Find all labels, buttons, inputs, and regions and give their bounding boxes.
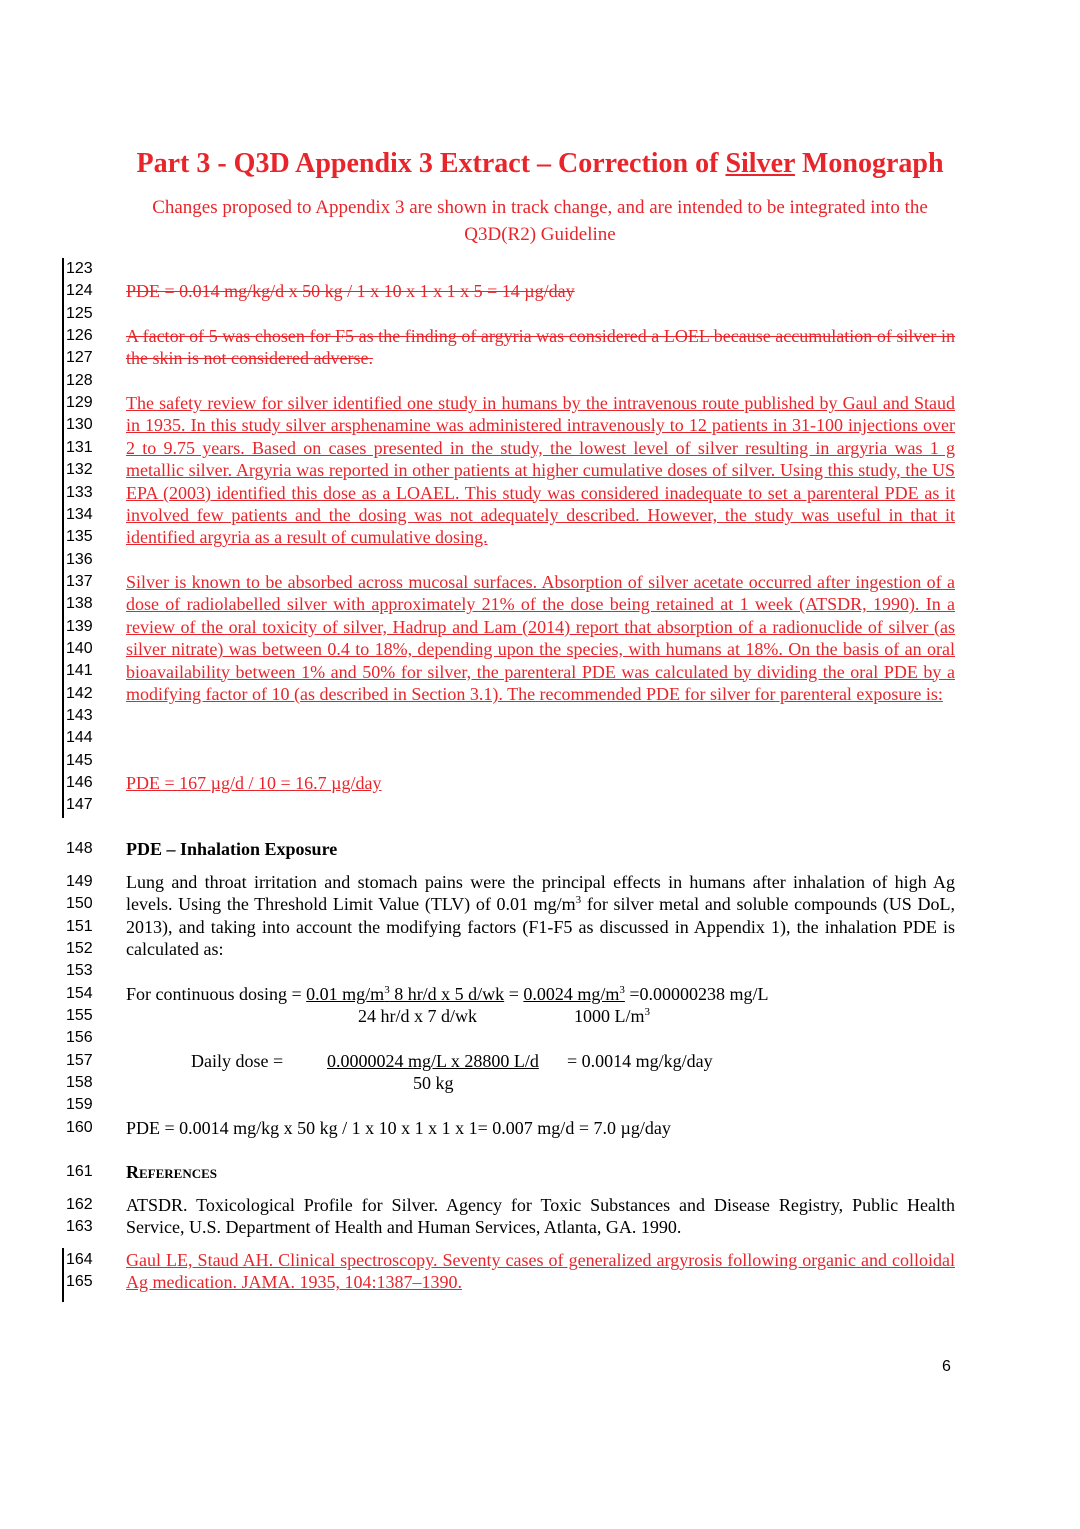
line-number: 157	[66, 1052, 93, 1069]
line-number: 123	[66, 260, 93, 277]
line-number: 154	[66, 985, 93, 1002]
continuous-numerator	[306, 984, 504, 1004]
line-number: 147	[66, 796, 93, 814]
continuous-result: =0.00000238 mg/L	[624, 984, 769, 1004]
reference-gaul: Gaul LE, Staud AH. Clinical spectroscopy. Seventy cases of generalized argyrosis following organic and colloidal Ag medication. JAMA. 1935, 104:1387–1390.	[126, 1250, 955, 1293]
superscript: 3	[575, 894, 582, 907]
line-number: 132	[66, 461, 93, 479]
line-number: 136	[66, 550, 93, 568]
numerator-part-b: 8 hr/d x 5 d/wk	[389, 984, 505, 1004]
title-element: Silver	[725, 148, 795, 179]
deleted-factor-note: A factor of 5 was chosen for F5 as the finding of argyria was considered a LOEL because accumulation of silver in the skin is not considered adverse.	[126, 326, 955, 369]
line-number: 159	[66, 1096, 93, 1113]
reference-atsdr: ATSDR. Toxicological Profile for Silver. Agency for Toxic Substances and Disease Registry, Public Health Service, U.S. Department of Health and Human Services, Atlanta, GA. 1990.	[126, 1195, 955, 1238]
line-number: 148	[66, 840, 93, 857]
line-number: 146	[66, 774, 93, 792]
line-number: 151	[66, 918, 93, 935]
line-number: 152	[66, 940, 93, 957]
inhalation-paragraph	[126, 871, 955, 961]
line-number: 164	[66, 1251, 93, 1268]
line-number: 129	[66, 394, 93, 412]
line-number: 138	[66, 595, 93, 613]
page-number: 6	[942, 1358, 951, 1375]
page-subtitle: Changes proposed to Appendix 3 are shown in track change, and are intended to be integrated into the Q3D(R2) Guideline	[152, 197, 928, 245]
title-suffix: Monograph	[794, 148, 944, 179]
line-number: 160	[66, 1119, 93, 1136]
line-number: 156	[66, 1029, 93, 1046]
continuous-dosing-label: For continuous dosing =	[126, 984, 307, 1004]
inserted-parenteral-pde: PDE = 167 µg/d / 10 = 16.7 µg/day	[126, 773, 382, 793]
title-prefix: Part 3 - Q3D Appendix 3 Extract – Correction of	[136, 148, 726, 179]
change-bar	[62, 258, 64, 818]
inhalation-pde-final: PDE = 0.0014 mg/kg x 50 kg / 1 x 10 x 1 x 1 x 1= 0.007 mg/d = 7.0 µg/day	[126, 1118, 671, 1138]
continuous-dosing-equation	[126, 983, 769, 1005]
line-number: 143	[66, 707, 93, 724]
line-number: 137	[66, 572, 93, 590]
line-number: 158	[66, 1074, 93, 1091]
conversion-numerator-text: 0.0024 mg/m	[523, 984, 620, 1004]
line-number: 144	[66, 729, 93, 747]
line-number: 155	[66, 1007, 93, 1024]
references-heading: References	[126, 1162, 218, 1182]
line-number: 124	[66, 282, 93, 300]
daily-dose-numerator: 0.0000024 mg/L x 28800 L/d	[327, 1051, 539, 1071]
line-number: 145	[66, 751, 93, 769]
superscript: 3	[644, 1006, 650, 1018]
line-number: 139	[66, 617, 93, 635]
line-number: 134	[66, 505, 93, 523]
line-number: 126	[66, 327, 93, 345]
superscript: 3	[384, 984, 390, 996]
page-title	[0, 148, 1080, 180]
inhalation-heading: PDE – Inhalation Exposure	[126, 839, 338, 859]
continuous-denominator: 24 hr/d x 7 d/wk	[358, 1006, 477, 1026]
numerator-part-a: 0.01 mg/m	[306, 984, 385, 1004]
line-number: 162	[66, 1196, 93, 1213]
line-number: 149	[66, 873, 93, 890]
equals-sign: =	[504, 984, 524, 1004]
line-number: 163	[66, 1218, 93, 1235]
change-bar	[62, 1248, 64, 1302]
line-number: 141	[66, 662, 93, 680]
deleted-pde-formula: PDE = 0.014 mg/kg/d x 50 kg / 1 x 10 x 1 x 1 x 5 = 14 µg/day	[126, 281, 575, 301]
line-number: 127	[66, 349, 93, 367]
line-number: 165	[66, 1273, 93, 1291]
line-number: 128	[66, 371, 93, 389]
inhalation-paragraph-b: for silver metal and soluble compounds (US DoL, 2013), and taking into account the modifying factors (F1-F5 as discussed in Appendix 1), the inhalation PDE is calculated as:	[126, 894, 955, 960]
daily-dose-denominator: 50 kg	[413, 1073, 454, 1093]
line-number: 131	[66, 438, 93, 456]
inhalation-paragraph-a: Lung and throat irritation and stomach pains were the principal effects in humans after inhalation of high Ag levels. Using the Threshold Limit Value (TLV) of 0.01 mg/m	[126, 872, 955, 915]
conversion-numerator	[523, 984, 625, 1004]
inserted-safety-review: The safety review for silver identified one study in humans by the intravenous route published by Gaul and Staud in 1935. In this study silver arsphenamine was administered intravenously to 12 patients in 31-100 injections over 2 to 9.75 years. Based on cases presented in the study, the lowest level of silver resulting in argyria was 1 g metallic silver. Argyria was reported in other patients at higher cumulative doses of silver. Using this study, the US EPA (2003) identified this dose as a LOAEL. This study was considered inadequate to set a parenteral PDE as it involved few patients and the dosing was not adequately described. However, the study was useful in that it identified argyria as a result of cumulative dosing.	[126, 393, 955, 548]
line-number: 142	[66, 684, 93, 702]
line-number: 153	[66, 962, 93, 979]
inserted-absorption-paragraph: Silver is known to be absorbed across mucosal surfaces. Absorption of silver acetate occurred after ingestion of a dose of radiolabelled silver with approximately 21% of the dose being retained at 1 week (ATSDR, 1990). In a review of the oral toxicity of silver, Hadrup and Lam (2014) report that absorption of a radionuclide of silver (as silver nitrate) was between 0.4 to 18%, depending upon the species, with humans at 18%. On the basis of an oral bioavailability between 1% and 50% for silver, the parenteral PDE was calculated by dividing the oral PDE by a modifying factor of 10 (as described in Section 3.1). The recommended PDE for silver for parenteral exposure is:	[126, 572, 955, 705]
line-number: 161	[66, 1163, 93, 1180]
daily-dose-label: Daily dose =	[191, 1051, 284, 1071]
line-number: 130	[66, 416, 93, 434]
line-number: 140	[66, 639, 93, 657]
line-number: 135	[66, 528, 93, 546]
line-number: 125	[66, 304, 93, 322]
line-number: 150	[66, 895, 93, 912]
line-number: 133	[66, 483, 93, 501]
conversion-denominator	[574, 1005, 650, 1027]
conversion-denominator-text: 1000 L/m	[574, 1006, 645, 1026]
daily-dose-result: = 0.0014 mg/kg/day	[567, 1051, 713, 1071]
superscript: 3	[619, 984, 625, 996]
